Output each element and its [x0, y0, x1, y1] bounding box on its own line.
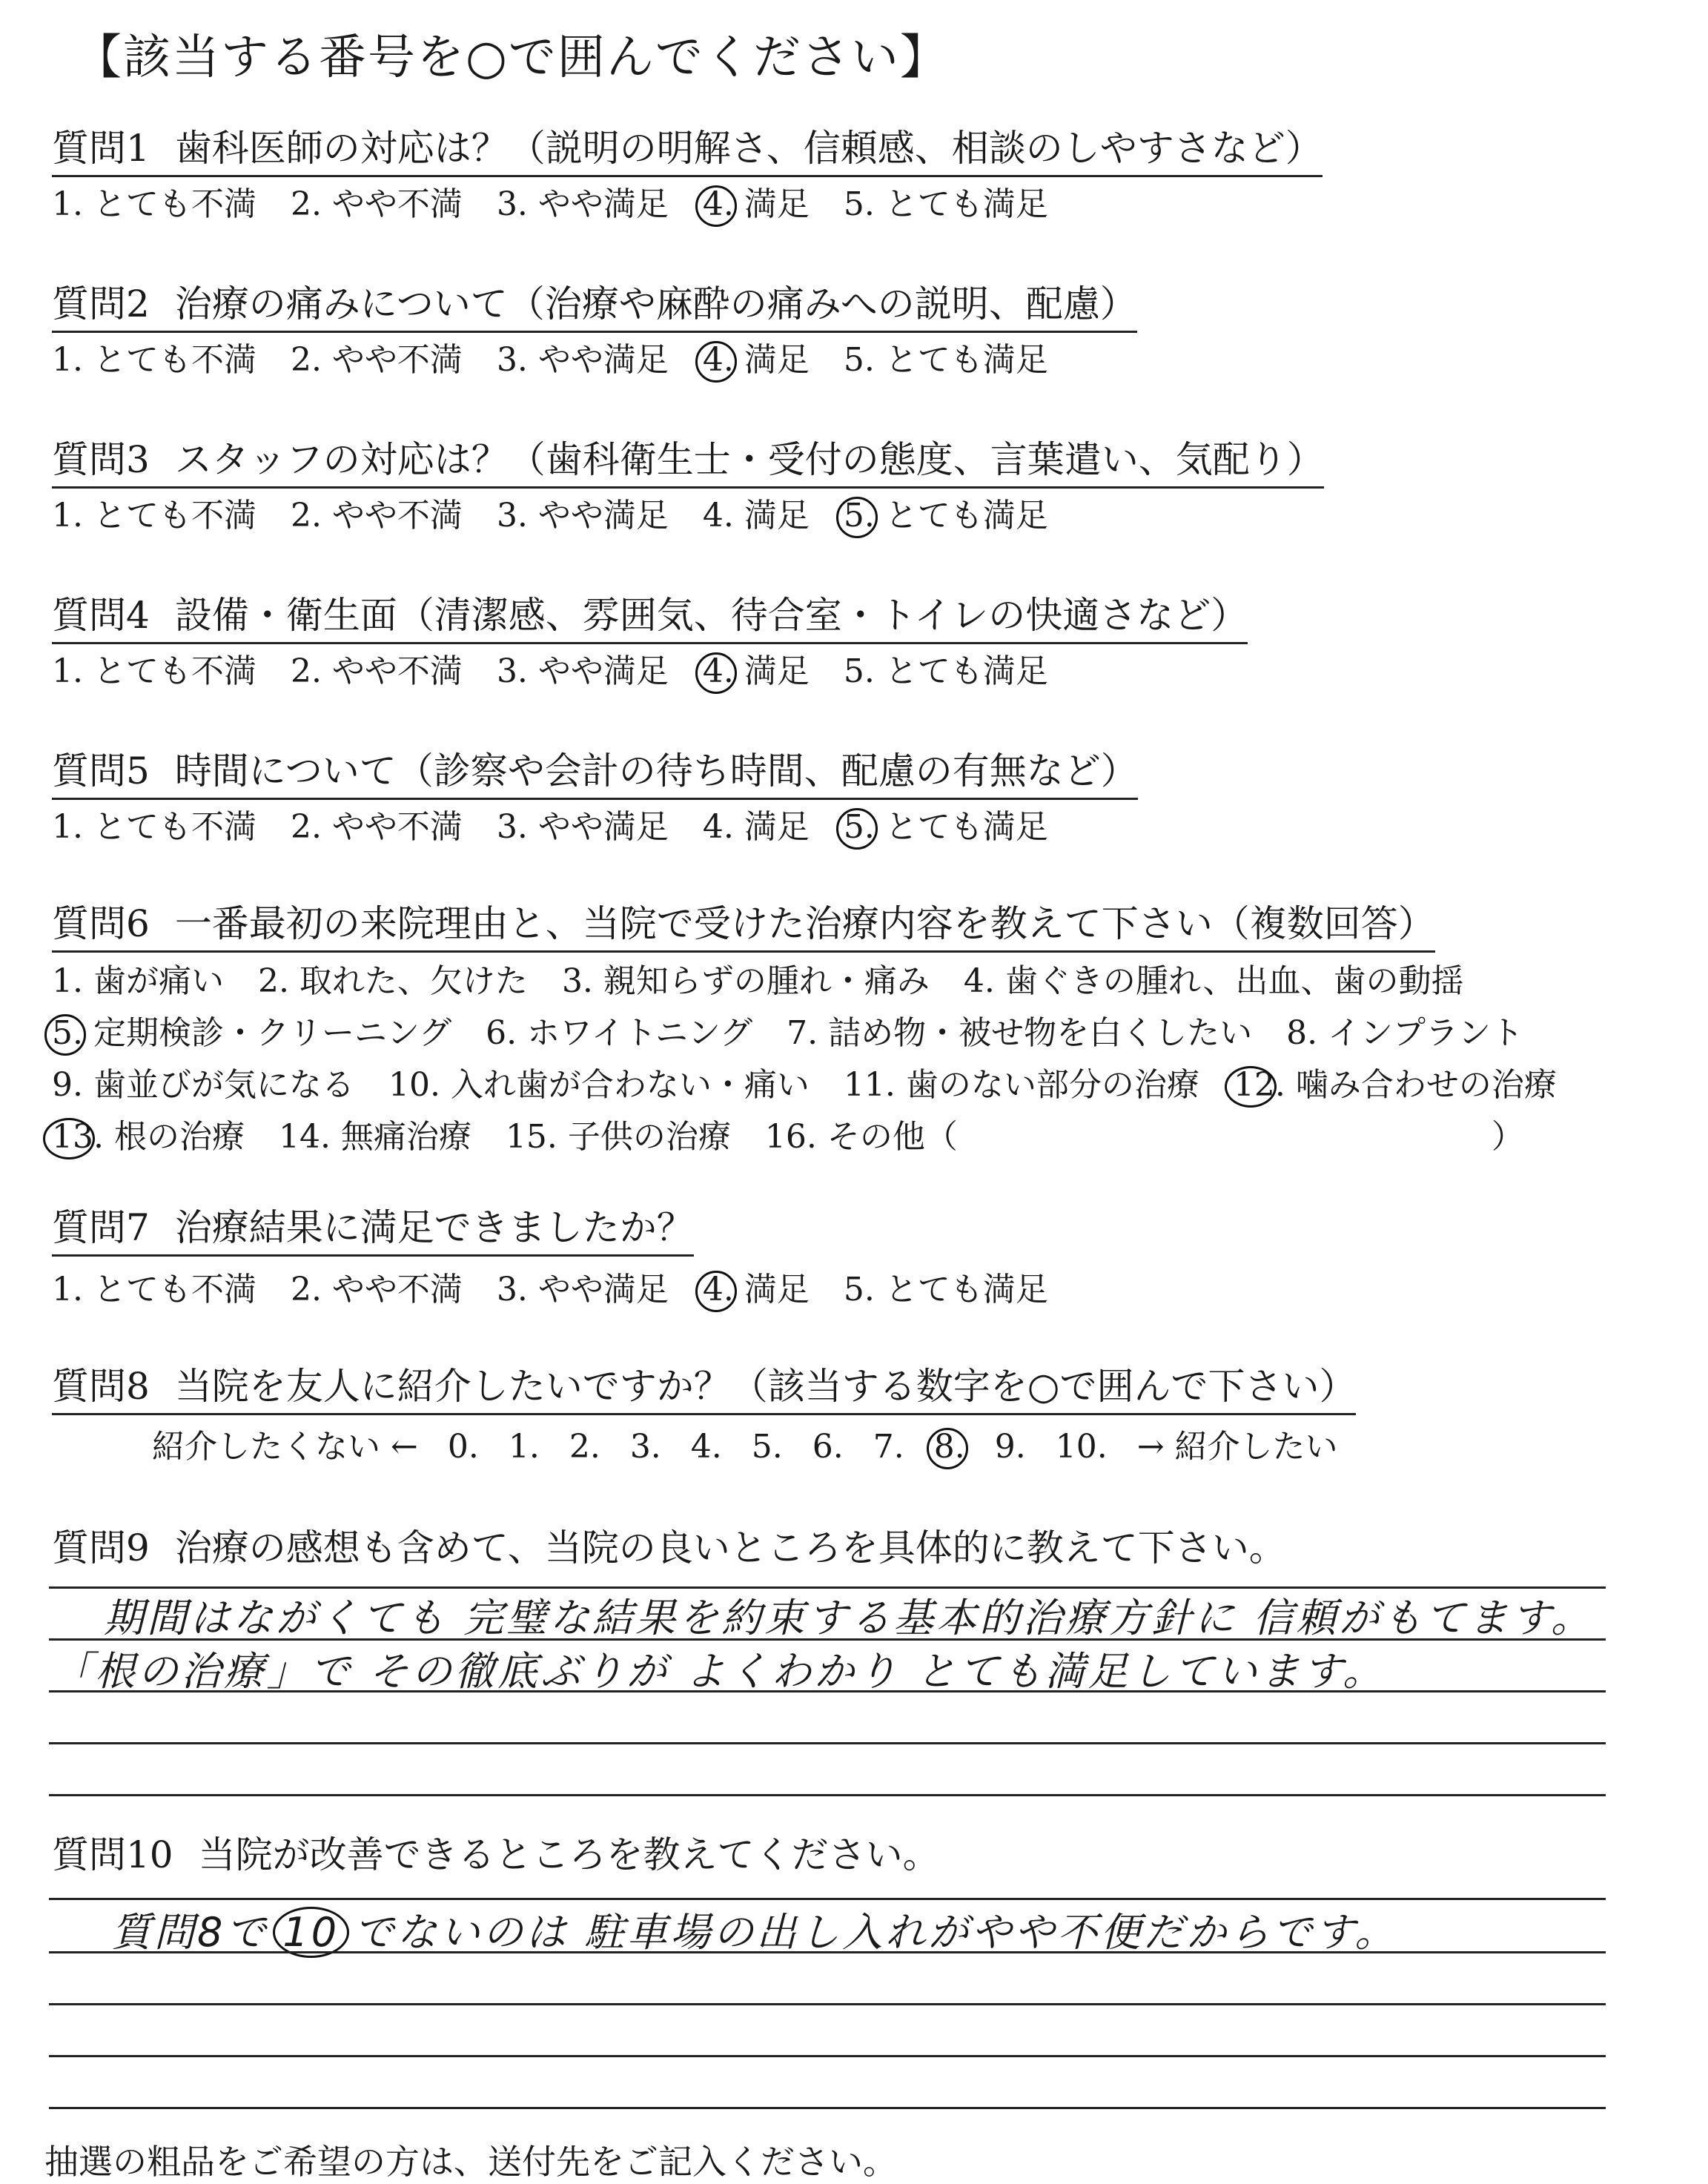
- question-2-options: [52, 338, 1082, 383]
- question-9-heading: [52, 1524, 1286, 1575]
- question-6-row-2: [52, 1011, 1558, 1056]
- q1-option-2[interactable]: 2. やや不満: [290, 185, 463, 223]
- question-5-heading: [52, 747, 1138, 800]
- q4-option-1[interactable]: 1. とても不満: [52, 652, 256, 690]
- question-4-label: 質問4: [52, 594, 150, 637]
- scale-9[interactable]: 9.: [994, 1428, 1026, 1466]
- answer-line: [49, 1690, 1606, 1692]
- q7-option-3[interactable]: 3. やや満足: [496, 1271, 669, 1308]
- scale-10[interactable]: 10.: [1055, 1428, 1108, 1466]
- scale-1[interactable]: 1.: [508, 1428, 540, 1466]
- q3-option-2[interactable]: 2. やや不満: [290, 497, 463, 535]
- q6-option-6[interactable]: 6. ホワイトニング: [486, 1014, 753, 1052]
- q10-answer-post: でないのは 駐車場の出し入れがやや不便だからです。: [354, 1909, 1398, 1956]
- answer-line: [49, 1742, 1606, 1744]
- q6-option-1[interactable]: 1. 歯が痛い: [52, 962, 224, 1000]
- scale-6[interactable]: 6.: [812, 1428, 844, 1466]
- question-3-options: [52, 494, 1082, 538]
- q7-option-1[interactable]: 1. とても不満: [52, 1271, 256, 1308]
- q6-option-15[interactable]: 15. 子供の治療: [505, 1118, 731, 1156]
- answer-line: [49, 1898, 1606, 1900]
- q6-option-16-other[interactable]: 16. その他（: [764, 1118, 958, 1156]
- question-8-heading: [52, 1363, 1356, 1415]
- q6-option-3[interactable]: 3. 親知らずの腫れ・痛み: [561, 962, 930, 1000]
- question-6-label: 質問6: [52, 902, 150, 945]
- q3-option-4[interactable]: 4. 満足: [702, 497, 810, 535]
- q6-option-12-selected[interactable]: 12. 噛み合わせの治療: [1234, 1063, 1557, 1108]
- question-5-options: [52, 805, 1082, 850]
- question-2-heading: [52, 280, 1137, 333]
- q6-option-10[interactable]: 10. 入れ歯が合わない・痛い: [388, 1066, 810, 1104]
- question-8-text: 当院を友人に紹介したいですか？（該当する数字を○で囲んで下さい）: [174, 1365, 1357, 1408]
- question-10-heading: [52, 1831, 940, 1882]
- q4-option-5[interactable]: 5. とても満足: [843, 652, 1048, 690]
- question-7-label: 質問7: [52, 1206, 150, 1249]
- question-3-heading: [52, 436, 1324, 489]
- q1-option-5[interactable]: 5. とても満足: [843, 185, 1048, 223]
- q2-option-2[interactable]: 2. やや不満: [290, 341, 463, 379]
- q3-option-1[interactable]: 1. とても不満: [52, 497, 256, 535]
- q4-option-4-selected[interactable]: 4. 満足: [703, 649, 810, 694]
- question-2-label: 質問2: [52, 282, 150, 325]
- q5-option-4[interactable]: 4. 満足: [702, 808, 810, 846]
- question-9-text: 治療の感想も含めて、当院の良いところを具体的に教えて下さい。: [174, 1526, 1286, 1569]
- q9-handwritten-answer-1[interactable]: 期間はながくても 完璧な結果を約束する基本的治療方針に 信頼がもてます。: [104, 1595, 1595, 1641]
- q3-option-5-selected[interactable]: 5. とても満足: [844, 494, 1048, 538]
- answer-line: [49, 1951, 1606, 1953]
- question-3-label: 質問3: [52, 438, 150, 481]
- q5-option-5-selected[interactable]: 5. とても満足: [844, 805, 1048, 850]
- q5-option-2[interactable]: 2. やや不満: [290, 808, 463, 846]
- footer-note: 抽選の粗品をご希望の方は、送付先をご記入ください。: [44, 2142, 897, 2182]
- page-title: 【該当する番号を○で囲んでください】: [74, 30, 949, 85]
- q6-option-2[interactable]: 2. 取れた、欠けた: [257, 962, 528, 1000]
- scale-4[interactable]: 4.: [690, 1428, 722, 1466]
- recommend-scale: [152, 1425, 1368, 1469]
- question-5-label: 質問5: [52, 749, 150, 792]
- q4-option-2[interactable]: 2. やや不満: [290, 652, 463, 690]
- q10-answer-pre: 質問8で: [111, 1909, 269, 1956]
- q5-option-1[interactable]: 1. とても不満: [52, 808, 256, 846]
- question-4-heading: [52, 592, 1248, 644]
- question-7-options: [52, 1268, 1082, 1312]
- question-6-row-1: [52, 959, 1498, 1004]
- q2-option-3[interactable]: 3. やや満足: [496, 341, 669, 379]
- q6-option-11[interactable]: 11. 歯のない部分の治療: [843, 1066, 1199, 1104]
- q7-option-4-selected[interactable]: 4. 満足: [703, 1268, 810, 1312]
- q3-option-3[interactable]: 3. やや満足: [496, 497, 669, 535]
- answer-line: [49, 2107, 1606, 2109]
- question-2-text: 治療の痛みについて（治療や麻酔の痛みへの説明、配慮）: [174, 282, 1137, 325]
- q10-answer-circled-number: 10: [273, 1907, 349, 1958]
- q6-option-14[interactable]: 14. 無痛治療: [278, 1118, 471, 1156]
- question-9-label: 質問9: [52, 1526, 150, 1569]
- q4-option-3[interactable]: 3. やや満足: [496, 652, 669, 690]
- q6-option-8[interactable]: 8. インプラント: [1286, 1014, 1524, 1052]
- answer-line: [49, 2055, 1606, 2057]
- question-1-label: 質問1: [52, 127, 150, 170]
- q5-option-3[interactable]: 3. やや満足: [496, 808, 669, 846]
- q6-option-7[interactable]: 7. 詰め物・被せ物を白くしたい: [787, 1014, 1253, 1052]
- q6-option-13-selected[interactable]: 13. 根の治療: [52, 1115, 245, 1159]
- q6-option-9[interactable]: 9. 歯並びが気になる: [52, 1066, 354, 1104]
- scale-0[interactable]: 0.: [447, 1428, 479, 1466]
- question-6-heading: [52, 900, 1435, 953]
- question-1-heading: [52, 125, 1323, 177]
- q1-option-3[interactable]: 3. やや満足: [496, 185, 669, 223]
- q1-option-4-selected[interactable]: 4. 満足: [703, 182, 810, 227]
- scale-right-label: → 紹介したい: [1136, 1428, 1338, 1466]
- q6-option-5-selected[interactable]: 5. 定期検診・クリーニング: [52, 1011, 451, 1056]
- answer-line: [49, 2003, 1606, 2005]
- question-10-label: 質問10: [52, 1833, 173, 1876]
- q2-option-1[interactable]: 1. とても不満: [52, 341, 256, 379]
- scale-5[interactable]: 5.: [751, 1428, 783, 1466]
- scale-8-selected[interactable]: 8.: [934, 1425, 965, 1469]
- scale-7[interactable]: 7.: [873, 1428, 904, 1466]
- q2-option-4-selected[interactable]: 4. 満足: [703, 338, 810, 383]
- question-4-options: [52, 649, 1082, 694]
- question-5-text: 時間について（診察や会計の待ち時間、配慮の有無など）: [174, 749, 1138, 792]
- question-1-options: [52, 182, 1082, 227]
- q2-option-5[interactable]: 5. とても満足: [843, 341, 1048, 379]
- answer-line: [49, 1794, 1606, 1796]
- question-4-text: 設備・衛生面（清潔感、雰囲気、待合室・トイレの快適さなど）: [174, 594, 1248, 637]
- q6-option-4[interactable]: 4. 歯ぐきの腫れ、出血、歯の動揺: [963, 962, 1464, 1000]
- scale-2[interactable]: 2.: [569, 1428, 600, 1466]
- question-1-text: 歯科医師の対応は？（説明の明解さ、信頼感、相談のしやすさなど）: [174, 127, 1323, 170]
- scale-3[interactable]: 3.: [629, 1428, 661, 1466]
- q10-handwritten-answer[interactable]: [111, 1901, 1397, 1958]
- question-3-text: スタッフの対応は？（歯科衛生士・受付の態度、言葉遣い、気配り）: [174, 438, 1324, 481]
- q7-option-5[interactable]: 5. とても満足: [843, 1271, 1048, 1308]
- q9-handwritten-answer-2[interactable]: 「根の治療」で その徹底ぶりが よくわかり とても満足しています。: [52, 1648, 1386, 1695]
- question-6-text: 一番最初の来院理由と、当院で受けた治療内容を教えて下さい（複数回答）: [174, 902, 1435, 945]
- q1-option-1[interactable]: 1. とても不満: [52, 185, 256, 223]
- question-8-label: 質問8: [52, 1365, 150, 1408]
- scale-left-label: 紹介したくない ←: [152, 1428, 418, 1466]
- question-6-row-3: [52, 1063, 1591, 1108]
- q7-option-2[interactable]: 2. やや不満: [290, 1271, 463, 1308]
- question-7-heading: [52, 1204, 694, 1257]
- question-10-text: 当院が改善できるところを教えてください。: [198, 1833, 940, 1876]
- question-7-text: 治療結果に満足できましたか？: [174, 1206, 694, 1249]
- question-6-row-4: [52, 1115, 1558, 1159]
- q6-other-close-paren: ）: [1491, 1118, 1524, 1156]
